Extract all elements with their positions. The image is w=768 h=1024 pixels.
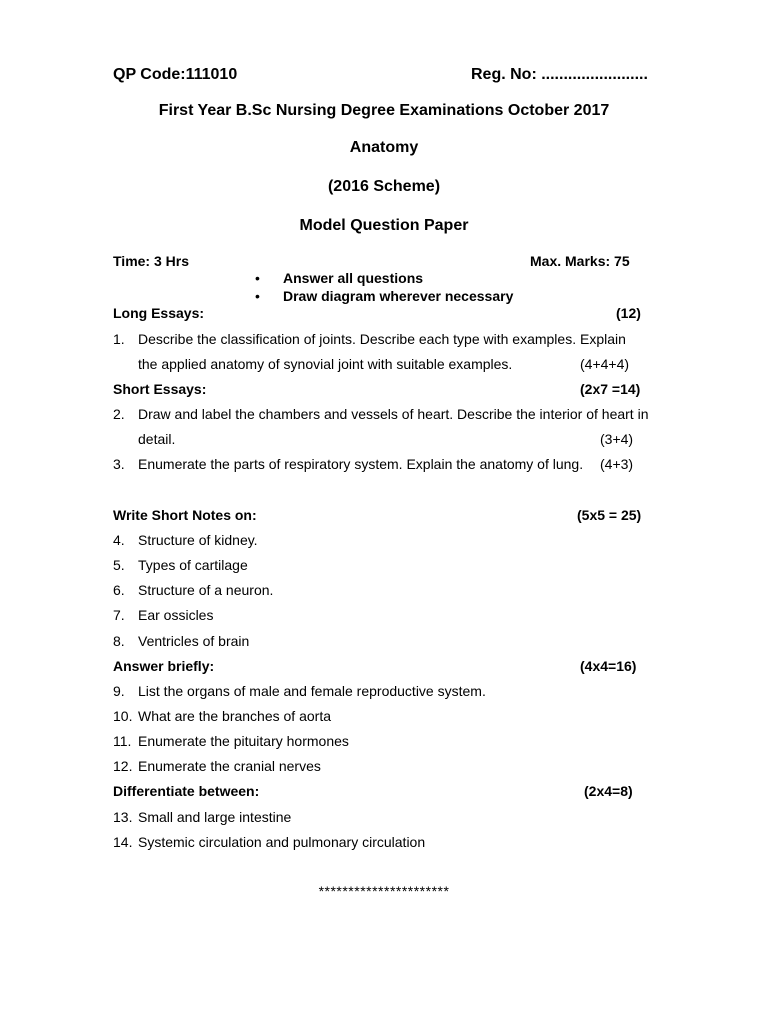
section-marks-short-essays: (2x7 =14) <box>580 381 641 397</box>
question-text: Structure of a neuron. <box>138 582 274 598</box>
bullet-icon: • <box>255 288 260 304</box>
question-number: 1. <box>113 331 125 347</box>
section-marks-long-essays: (12) <box>616 305 641 321</box>
question-text-continued: the applied anatomy of synovial joint with suitable examples. <box>138 356 513 372</box>
question-text: Small and large intestine <box>138 809 292 825</box>
question-text: Types of cartilage <box>138 557 248 573</box>
time-label: Time: 3 Hrs <box>113 253 189 269</box>
question-number: 7. <box>113 607 125 623</box>
footer-separator: ********************** <box>318 883 450 899</box>
section-title-differentiate: Differentiate between: <box>113 783 260 799</box>
question-number: 5. <box>113 557 125 573</box>
scheme-title: (2016 Scheme) <box>327 178 441 195</box>
max-marks-label: Max. Marks: 75 <box>530 253 630 269</box>
question-number: 8. <box>113 633 125 649</box>
question-number: 2. <box>113 406 125 422</box>
question-marks: (3+4) <box>600 431 634 447</box>
question-number: 14. <box>113 834 133 850</box>
question-text: Enumerate the parts of respiratory system. Explain the anatomy of lung. <box>138 456 584 472</box>
question-marks: (4+4+4) <box>580 356 630 372</box>
question-text: Enumerate the pituitary hormones <box>138 733 349 749</box>
question-number: 3. <box>113 456 125 472</box>
paper-type-title: Model Question Paper <box>299 217 469 234</box>
question-text: Describe the classification of joints. Describe each type with examples. Explain <box>138 331 626 347</box>
question-text: Enumerate the cranial nerves <box>138 758 321 774</box>
question-number: 12. <box>113 758 133 774</box>
question-number: 13. <box>113 809 133 825</box>
section-title-answer-briefly: Answer briefly: <box>113 658 215 674</box>
reg-no: Reg. No: ........................ <box>471 66 648 83</box>
question-number: 10. <box>113 708 133 724</box>
instruction-item: Draw diagram wherever necessary <box>283 288 514 304</box>
question-text: Ear ossicles <box>138 607 214 623</box>
qp-code: QP Code:111010 <box>113 66 238 83</box>
question-text: Structure of kidney. <box>138 532 258 548</box>
question-text: List the organs of male and female reproductive system. <box>138 683 486 699</box>
question-text: What are the branches of aorta <box>138 708 331 724</box>
section-title-short-notes: Write Short Notes on: <box>113 507 257 523</box>
bullet-icon: • <box>255 270 260 286</box>
question-number: 11. <box>113 733 132 749</box>
instruction-item: Answer all questions <box>283 270 424 286</box>
question-number: 9. <box>113 683 125 699</box>
section-marks-differentiate: (2x4=8) <box>584 783 633 799</box>
question-number: 4. <box>113 532 125 548</box>
section-marks-short-notes: (5x5 = 25) <box>577 507 642 523</box>
subject-title: Anatomy <box>349 139 419 156</box>
question-number: 6. <box>113 582 125 598</box>
exam-title: First Year B.Sc Nursing Degree Examinations October 2017 <box>158 102 610 119</box>
question-text-continued: detail. <box>138 431 176 447</box>
question-text: Draw and label the chambers and vessels of heart. Describe the interior of heart in <box>138 406 649 422</box>
question-text: Systemic circulation and pulmonary circulation <box>138 834 426 850</box>
section-marks-answer-briefly: (4x4=16) <box>580 658 637 674</box>
section-title-short-essays: Short Essays: <box>113 381 207 397</box>
question-marks: (4+3) <box>600 456 634 472</box>
question-text: Ventricles of brain <box>138 633 250 649</box>
section-title-long-essays: Long Essays: <box>113 305 205 321</box>
